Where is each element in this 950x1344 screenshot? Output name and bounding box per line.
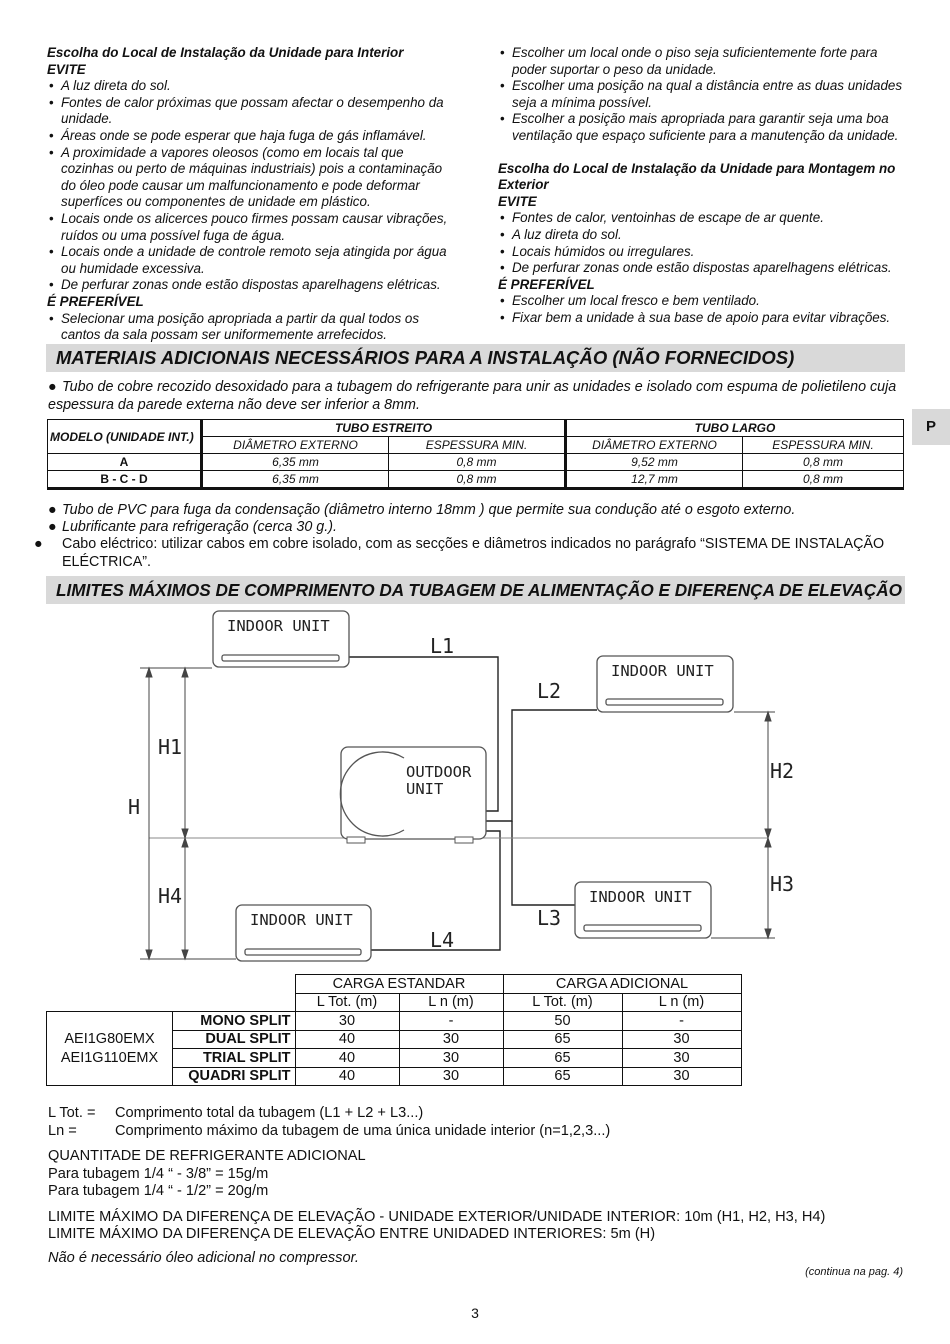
evite-label: EVITE bbox=[47, 61, 86, 77]
preferivel-label: É PREFERÍVEL bbox=[498, 276, 595, 292]
continued-note: (continua na pag. 4) bbox=[805, 1266, 903, 1278]
bullet-icon: ● bbox=[48, 519, 57, 535]
list-item: • Áreas onde se pode esperar que haja fuga de gás inflamável. bbox=[47, 128, 453, 145]
pipe-spec-table bbox=[47, 419, 904, 490]
indoor-unit-3 bbox=[575, 882, 711, 938]
list-item: • De perfurar zonas onde estão dispostas aparelhagens elétricas. bbox=[498, 260, 906, 277]
indoor-unit-label: INDOOR UNIT bbox=[250, 911, 353, 929]
standard-charge-header: CARGA ESTANDAR bbox=[295, 975, 503, 994]
top-list bbox=[498, 45, 906, 145]
evite-list bbox=[47, 78, 453, 294]
label-h3: H3 bbox=[770, 872, 795, 896]
label-h2: H2 bbox=[770, 759, 795, 783]
copper-tube-paragraph bbox=[48, 378, 906, 414]
column-header: L n (m) bbox=[399, 993, 503, 1012]
oil-note: Não é necessário óleo adicional no compressor. bbox=[48, 1250, 359, 1266]
column-header: L n (m) bbox=[622, 993, 741, 1012]
right-column bbox=[498, 45, 906, 327]
left-column bbox=[47, 45, 453, 344]
ln-definition: Ln = Comprimento máximo da tubagem de uma única unidade interior (n=1,2,3...) bbox=[48, 1123, 611, 1139]
model-cell bbox=[47, 1012, 173, 1086]
lubricant-item: ● Lubrificante para refrigeração (cerca 30 g.). bbox=[48, 519, 337, 535]
bullet-icon: ● bbox=[48, 379, 57, 395]
refrigerant-charge-table bbox=[46, 974, 742, 1086]
outdoor-unit bbox=[340, 747, 486, 843]
outdoor-unit-label-2: UNIT bbox=[406, 780, 444, 798]
list-item: • Locais onde os alicerces pouco firmes possam causar vibrações, ruídos ou uma possível fuga de água. bbox=[47, 211, 453, 244]
copper-tube-text: Tubo de cobre recozido desoxidado para a tubagem do refrigerante para unir as unidades e isolado com espuma de polietileno cuja espessura da parede externa não deve ser inferior a 8mm. bbox=[48, 379, 897, 413]
wide-tube-header: TUBO LARGO bbox=[566, 420, 904, 437]
table-row: AEI1G80EMX AEI1G110EMX MONO SPLIT 30 - 50 - bbox=[47, 1012, 742, 1031]
list-item: • A proximidade a vapores oleosos (como em locais tal que cozinhas ou perto de máquinas industriais) pois a contaminação do óleo pode causar um malfuncionamento e pode deformar superfíces ou componentes de unidade em plástico. bbox=[47, 145, 453, 211]
model-name-2: AEI1G110EMX bbox=[60, 1049, 159, 1066]
indoor-unit-label: INDOOR UNIT bbox=[227, 617, 330, 635]
materials-section-title: MATERIAIS ADICIONAIS NECESSÁRIOS PARA A INSTALAÇÃO (NÃO FORNECIDOS) bbox=[46, 344, 905, 372]
indoor-unit-label: INDOOR UNIT bbox=[589, 888, 692, 906]
label-h: H bbox=[128, 795, 141, 819]
column-header: L Tot. (m) bbox=[295, 993, 399, 1012]
ltot-definition: L Tot. = Comprimento total da tubagem (L1 + L2 + L3...) bbox=[48, 1105, 424, 1121]
pipe-l2 bbox=[486, 710, 597, 821]
column-header: DIÂMETRO EXTERNO bbox=[202, 437, 389, 454]
refrigerant-line-1: Para tubagem 1/4 “ - 3/8” = 15g/m bbox=[48, 1166, 269, 1182]
list-item: • Locais onde a unidade de controle remoto seja atingida por água ou humidade excessiva. bbox=[47, 244, 453, 277]
outdoor-location-heading: Escolha do Local de Instalação da Unidade para Montagem no Exterior bbox=[498, 160, 896, 193]
page-number: 3 bbox=[471, 1305, 479, 1321]
table-row: TRIAL SPLIT 40 30 65 30 bbox=[47, 1049, 742, 1068]
list-item: • Fixar bem a unidade à sua base de apoio para evitar vibrações. bbox=[498, 310, 906, 327]
list-item: • De perfurar zonas onde estão dispostas aparelhagens elétricas. bbox=[47, 277, 453, 294]
list-item: • Locais húmidos ou irregulares. bbox=[498, 244, 906, 261]
pipe-l3 bbox=[512, 821, 575, 905]
list-item: • Selecionar uma posição apropriada a partir da qual todos os cantos da sala possam ser uniformemente arrefecidos. bbox=[47, 311, 453, 344]
column-header: ESPESSURA MIN. bbox=[743, 437, 904, 454]
preferivel-label: É PREFERÍVEL bbox=[47, 293, 144, 309]
model-header: MODELO (UNIDADE INT.) bbox=[48, 420, 202, 454]
limits-section-title: LIMITES MÁXIMOS DE COMPRIMENTO DA TUBAGEM DE ALIMENTAÇÃO E DIFERENÇA DE ELEVAÇÃO bbox=[46, 576, 905, 604]
label-l4: L4 bbox=[430, 928, 455, 952]
label-h4: H4 bbox=[158, 884, 183, 908]
limit-line-1: LIMITE MÁXIMO DA DIFERENÇA DE ELEVAÇÃO - UNIDADE EXTERIOR/UNIDADE INTERIOR: 10m (H1, H2, H3, H4) bbox=[48, 1209, 826, 1225]
language-side-tab: P bbox=[912, 409, 950, 445]
column-header: ESPESSURA MIN. bbox=[389, 437, 566, 454]
list-item: • Escolher uma posição na qual a distância entre as duas unidades seja a mínima possível. bbox=[498, 78, 906, 111]
narrow-tube-header: TUBO ESTREITO bbox=[202, 420, 566, 437]
table-row: QUADRI SPLIT 40 30 65 30 bbox=[47, 1067, 742, 1086]
column-header: L Tot. (m) bbox=[503, 993, 622, 1012]
bullet-icon: ● bbox=[48, 502, 57, 518]
piping-diagram bbox=[0, 605, 950, 965]
limit-line-2: LIMITE MÁXIMO DA DIFERENÇA DE ELEVAÇÃO ENTRE UNIDADED INTERIORES: 5m (H) bbox=[48, 1226, 656, 1242]
column-header: DIÂMETRO EXTERNO bbox=[566, 437, 743, 454]
preferivel-list bbox=[47, 311, 453, 344]
table-row: A 6,35 mm 0,8 mm 9,52 mm 0,8 mm bbox=[48, 454, 904, 471]
list-item: • A luz direta do sol. bbox=[498, 227, 906, 244]
indoor-unit-2 bbox=[597, 656, 733, 712]
bullet-icon: ● bbox=[34, 536, 43, 552]
list-item: • Escolher a posição mais apropriada para garantir seja uma boa ventilação que espaço suficiente para a manutenção da unidade. bbox=[498, 111, 906, 144]
refrigerant-title: QUANTITADE DE REFRIGERANTE ADICIONAL bbox=[48, 1148, 366, 1164]
indoor-unit-4 bbox=[236, 905, 371, 961]
list-item: • A luz direta do sol. bbox=[47, 78, 453, 95]
cable-item: ● Cabo eléctrico: utilizar cabos em cobre isolado, com as secções e diâmetros indicados no parágrafo “SISTEMA DE INSTALAÇÃO ELÉCTRICA”. bbox=[34, 536, 885, 570]
table-row: DUAL SPLIT 40 30 65 30 bbox=[47, 1030, 742, 1049]
refrigerant-line-2: Para tubagem 1/4 “ - 1/2” = 20g/m bbox=[48, 1183, 269, 1199]
evite-label: EVITE bbox=[498, 193, 537, 209]
label-l3: L3 bbox=[537, 906, 562, 930]
indoor-unit-1 bbox=[213, 611, 349, 667]
model-name-1: AEI1G80EMX bbox=[64, 1030, 155, 1047]
preferivel-list bbox=[498, 293, 906, 326]
list-item: • Escolher um local fresco e bem ventilado. bbox=[498, 293, 906, 310]
evite-list bbox=[498, 210, 906, 276]
table-row: B - C - D 6,35 mm 0,8 mm 12,7 mm 0,8 mm bbox=[48, 471, 904, 489]
indoor-unit-label: INDOOR UNIT bbox=[611, 662, 714, 680]
label-h1: H1 bbox=[158, 735, 183, 759]
pvc-tube-item: ● Tubo de PVC para fuga da condensação (diâmetro interno 18mm ) que permite sua condução até o esgoto externo. bbox=[48, 502, 796, 518]
list-item: • Fontes de calor, ventoinhas de escape de ar quente. bbox=[498, 210, 906, 227]
label-l2: L2 bbox=[537, 679, 562, 703]
indoor-location-heading: Escolha do Local de Instalação da Unidade para Interior bbox=[47, 45, 404, 60]
outdoor-unit-label-1: OUTDOOR bbox=[406, 763, 472, 781]
additional-charge-header: CARGA ADICIONAL bbox=[503, 975, 741, 994]
list-item: • Fontes de calor próximas que possam afectar o desempenho da unidade. bbox=[47, 95, 453, 128]
list-item: • Escolher um local onde o piso seja suficientemente forte para poder suportar o peso da unidade. bbox=[498, 45, 906, 78]
label-l1: L1 bbox=[430, 634, 455, 658]
